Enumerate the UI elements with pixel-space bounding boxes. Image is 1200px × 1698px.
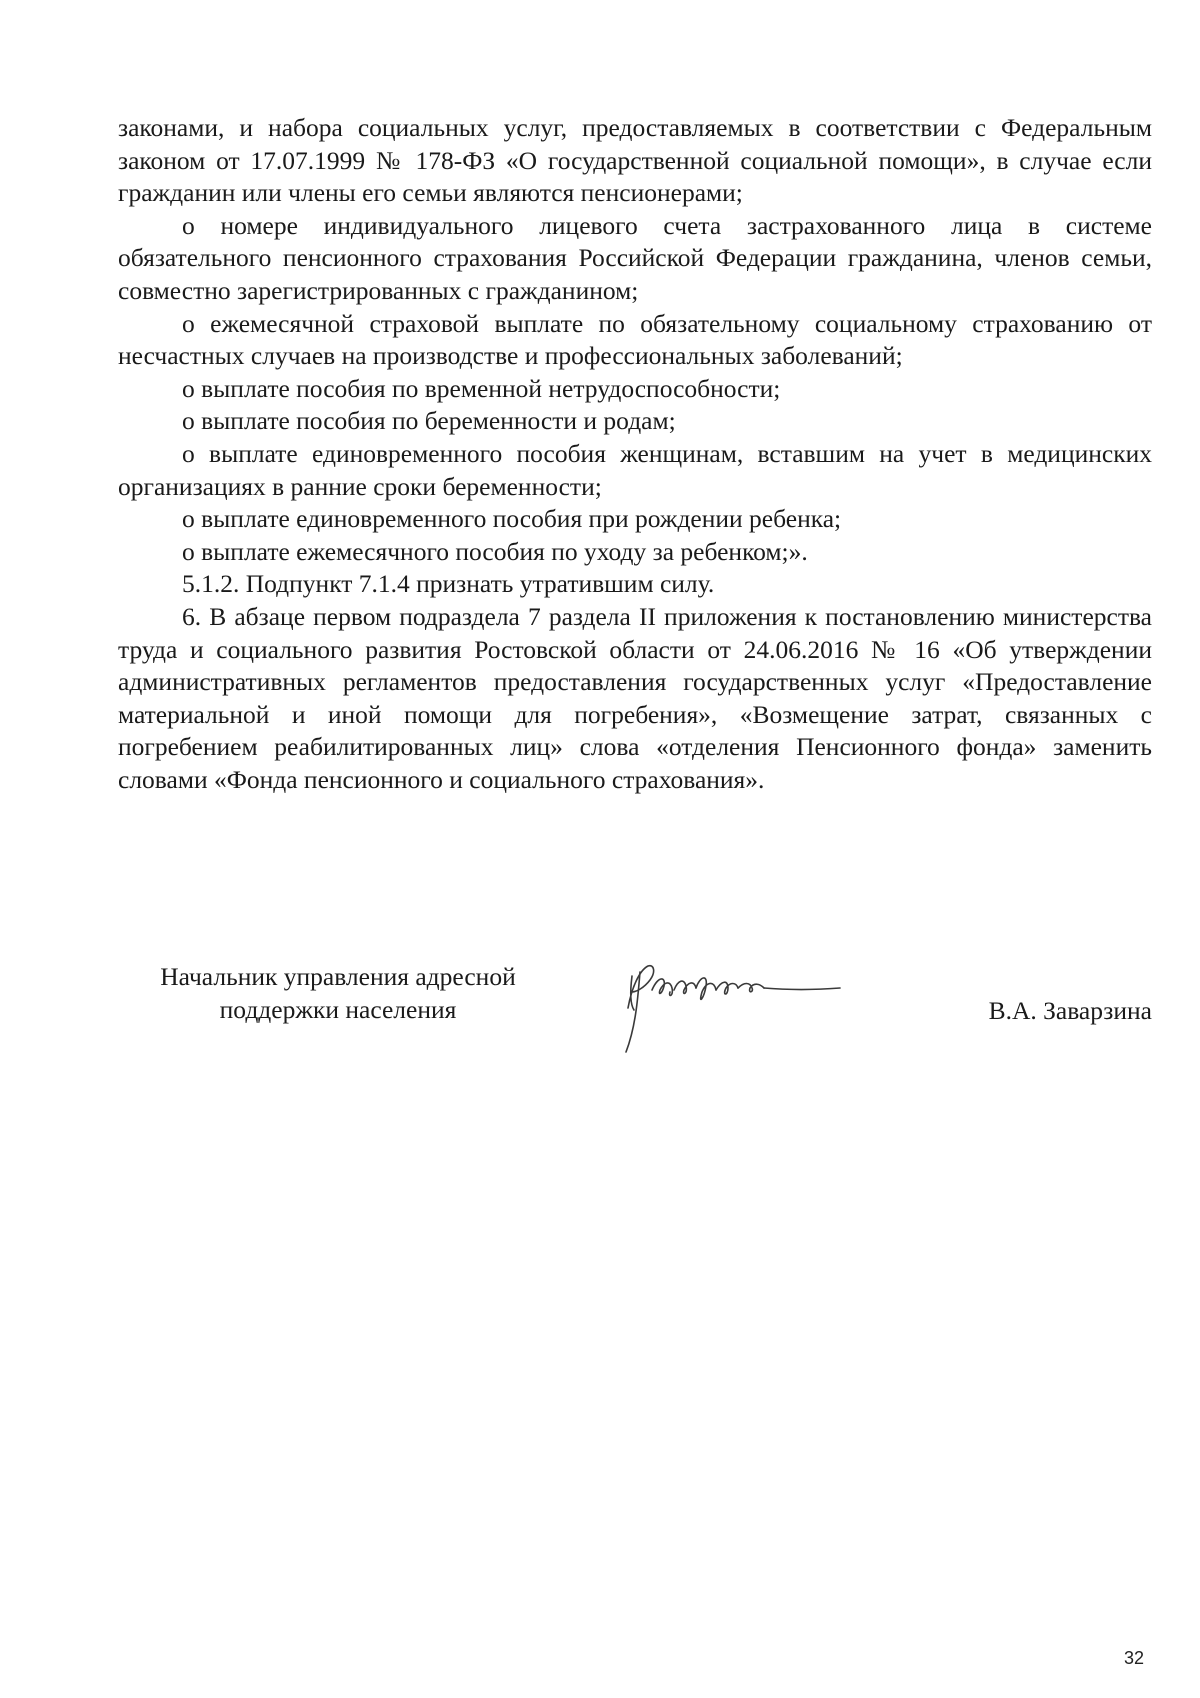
signer-name: В.А. Заварзина xyxy=(988,996,1152,1025)
paragraph-early-pregnancy-benefit: о выплате единовременного пособия женщинам, вставшим на учет в медицинских организациях в ранние сроки беременности; xyxy=(118,438,1152,501)
handwritten-signature xyxy=(618,946,848,1056)
document-body xyxy=(118,112,1152,796)
paragraph-insurance-payment: о ежемесячной страховой выплате по обязательному социальному страхованию от несчастных случаев на производстве и профессиональных заболеваний; xyxy=(118,308,1152,371)
signer-position xyxy=(118,960,558,1026)
page-number: 32 xyxy=(1123,1648,1144,1668)
paragraph-birth-benefit: о выплате единовременного пособия при рождении ребенка; xyxy=(182,504,842,534)
paragraph-disability-benefit: о выплате пособия по временной нетрудоспособности; xyxy=(182,373,781,403)
paragraph-maternity-benefit: о выплате пособия по беременности и родам; xyxy=(182,406,676,436)
paragraph-6: 6. В абзаце первом подраздела 7 раздела II приложения к постановлению министерства труда и социального развития Ростовской области от 24.06.2016 № 16 «Об утверждении административных регламентов предоставления государственных услуг «Предоставление материальной и иной помощи для погребения», «Возмещение затрат, связанных с погребением реабилитированных лиц» слова «отделения Пенсионного фонда» заменить словами «Фонда пенсионного и социального страхования». xyxy=(118,601,1152,794)
signer-position-line-1: Начальник управления адресной xyxy=(160,962,516,991)
paragraph-childcare-benefit: о выплате ежемесячного пособия по уходу за ребенком;». xyxy=(182,536,808,566)
paragraph-pension-account: о номере индивидуального лицевого счета застрахованного лица в системе обязательного пенсионного страхования Российской Федерации гражданина, членов семьи, совместно зарегистрированных с гражданином; xyxy=(118,210,1152,305)
signature-block xyxy=(118,960,1152,1080)
signer-position-line-2: поддержки населения xyxy=(219,995,457,1024)
paragraph-5-1-2: 5.1.2. Подпункт 7.1.4 признать утратившим силу. xyxy=(182,569,715,599)
paragraph-continuation: законами, и набора социальных услуг, предоставляемых в соответствии с Федеральным законом от 17.07.1999 № 178-ФЗ «О государственной социальной помощи», в случае если гражданин или члены его семьи являются пенсионерами; xyxy=(118,113,1152,208)
